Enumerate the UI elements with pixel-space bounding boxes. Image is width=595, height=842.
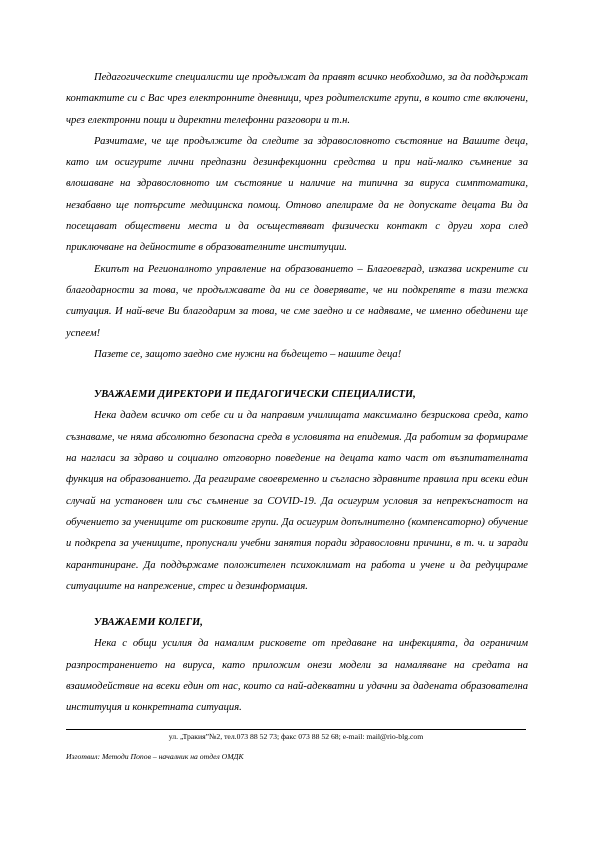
footer-divider — [66, 729, 526, 730]
document-body — [66, 67, 528, 719]
section-gap — [66, 597, 528, 612]
prepared-by: Изготвил: Методи Попов – началник на отдел ОМДК — [66, 752, 244, 761]
footer-contact: ул. „Тракия”№2, тел.073 88 52 73; факс 073 88 52 68; e-mail: mail@rio-blg.com — [168, 732, 424, 741]
paragraph-health: Разчитаме, че ще продължите да следите за здравословното състояние на Вашите деца, като им осигурите лични предпазни дезинфекционни средства и при най-малко съмнение за влошаване на здравословното им състояние и наличие на типична за вируса симптоматика, незабавно ще потърсите медицинска помощ. Отново апелираме да не допускате децата Ви да посещават обществени места и да осъществяват физически контакт с други хора след приключване на дейностите в образователните институции. — [66, 135, 528, 254]
heading-colleagues: УВАЖАЕМИ КОЛЕГИ, — [94, 617, 203, 629]
paragraph-directors: Нека дадем всичко от себе си и да направим училищата максимално безрискова среда, като съзнаваме, че няма абсолютно безопасна среда в условията на епидемия. Да работим за формираме на нагласи за здраво и социално отговорно поведение на децата като част от възпитателната функция на образованието. Да реагираме своевременно и съгласно здравните правила при всеки един случай на установен или със съмнение за COVID-19. Да осигурим условия за непрекъснатост на обучението за учениците от рисковите групи. Да осигурим допълнително (компенсаторно) обучение и подкрепа за учениците, пропуснали учебни занятия поради здравословни причини, в т. ч. и заради карантиниране. Да поддържаме положителен психоклимат на работа и учене и да редуцираме ситуациите на напрежение, стрес и дезинформация. — [66, 410, 528, 592]
paragraph-thanks: Екипът на Регионалното управление на образованието – Благоевград, изказва искрените си благодарности за това, че продължавате да ни се доверявате, че ни подкрепяте в тази тежка ситуация. И най-вече Ви благодарим за това, че сме заедно и се надяваме, че именно обединени ще успеем! — [66, 263, 528, 339]
section-gap — [66, 365, 528, 384]
heading-directors: УВАЖАЕМИ ДИРЕКТОРИ И ПЕДАГОГИЧЕСКИ СПЕЦИАЛИСТИ, — [94, 389, 416, 401]
paragraph-colleagues: Нека с общи усилия да намалим рисковете от предаване на инфекцията, да ограничим разпространението на вируса, като приложим онези модели за намаляване на средата на взаимодействие на всеки един от нас, които са най-адекватни и удачни за дадената образователна институция и конкретната ситуация. — [66, 638, 528, 714]
paragraph-closing: Пазете се, защото заедно сме нужни на бъдещето – нашите деца! — [94, 348, 402, 360]
paragraph-contacts: Педагогическите специалисти ще продължат да правят всичко необходимо, за да поддържат контактите си с Вас чрез електронните дневници, чрез родителските групи, в които сте включени, чрез електронни пощи и директни телефонни разговори и т.н. — [66, 72, 528, 126]
